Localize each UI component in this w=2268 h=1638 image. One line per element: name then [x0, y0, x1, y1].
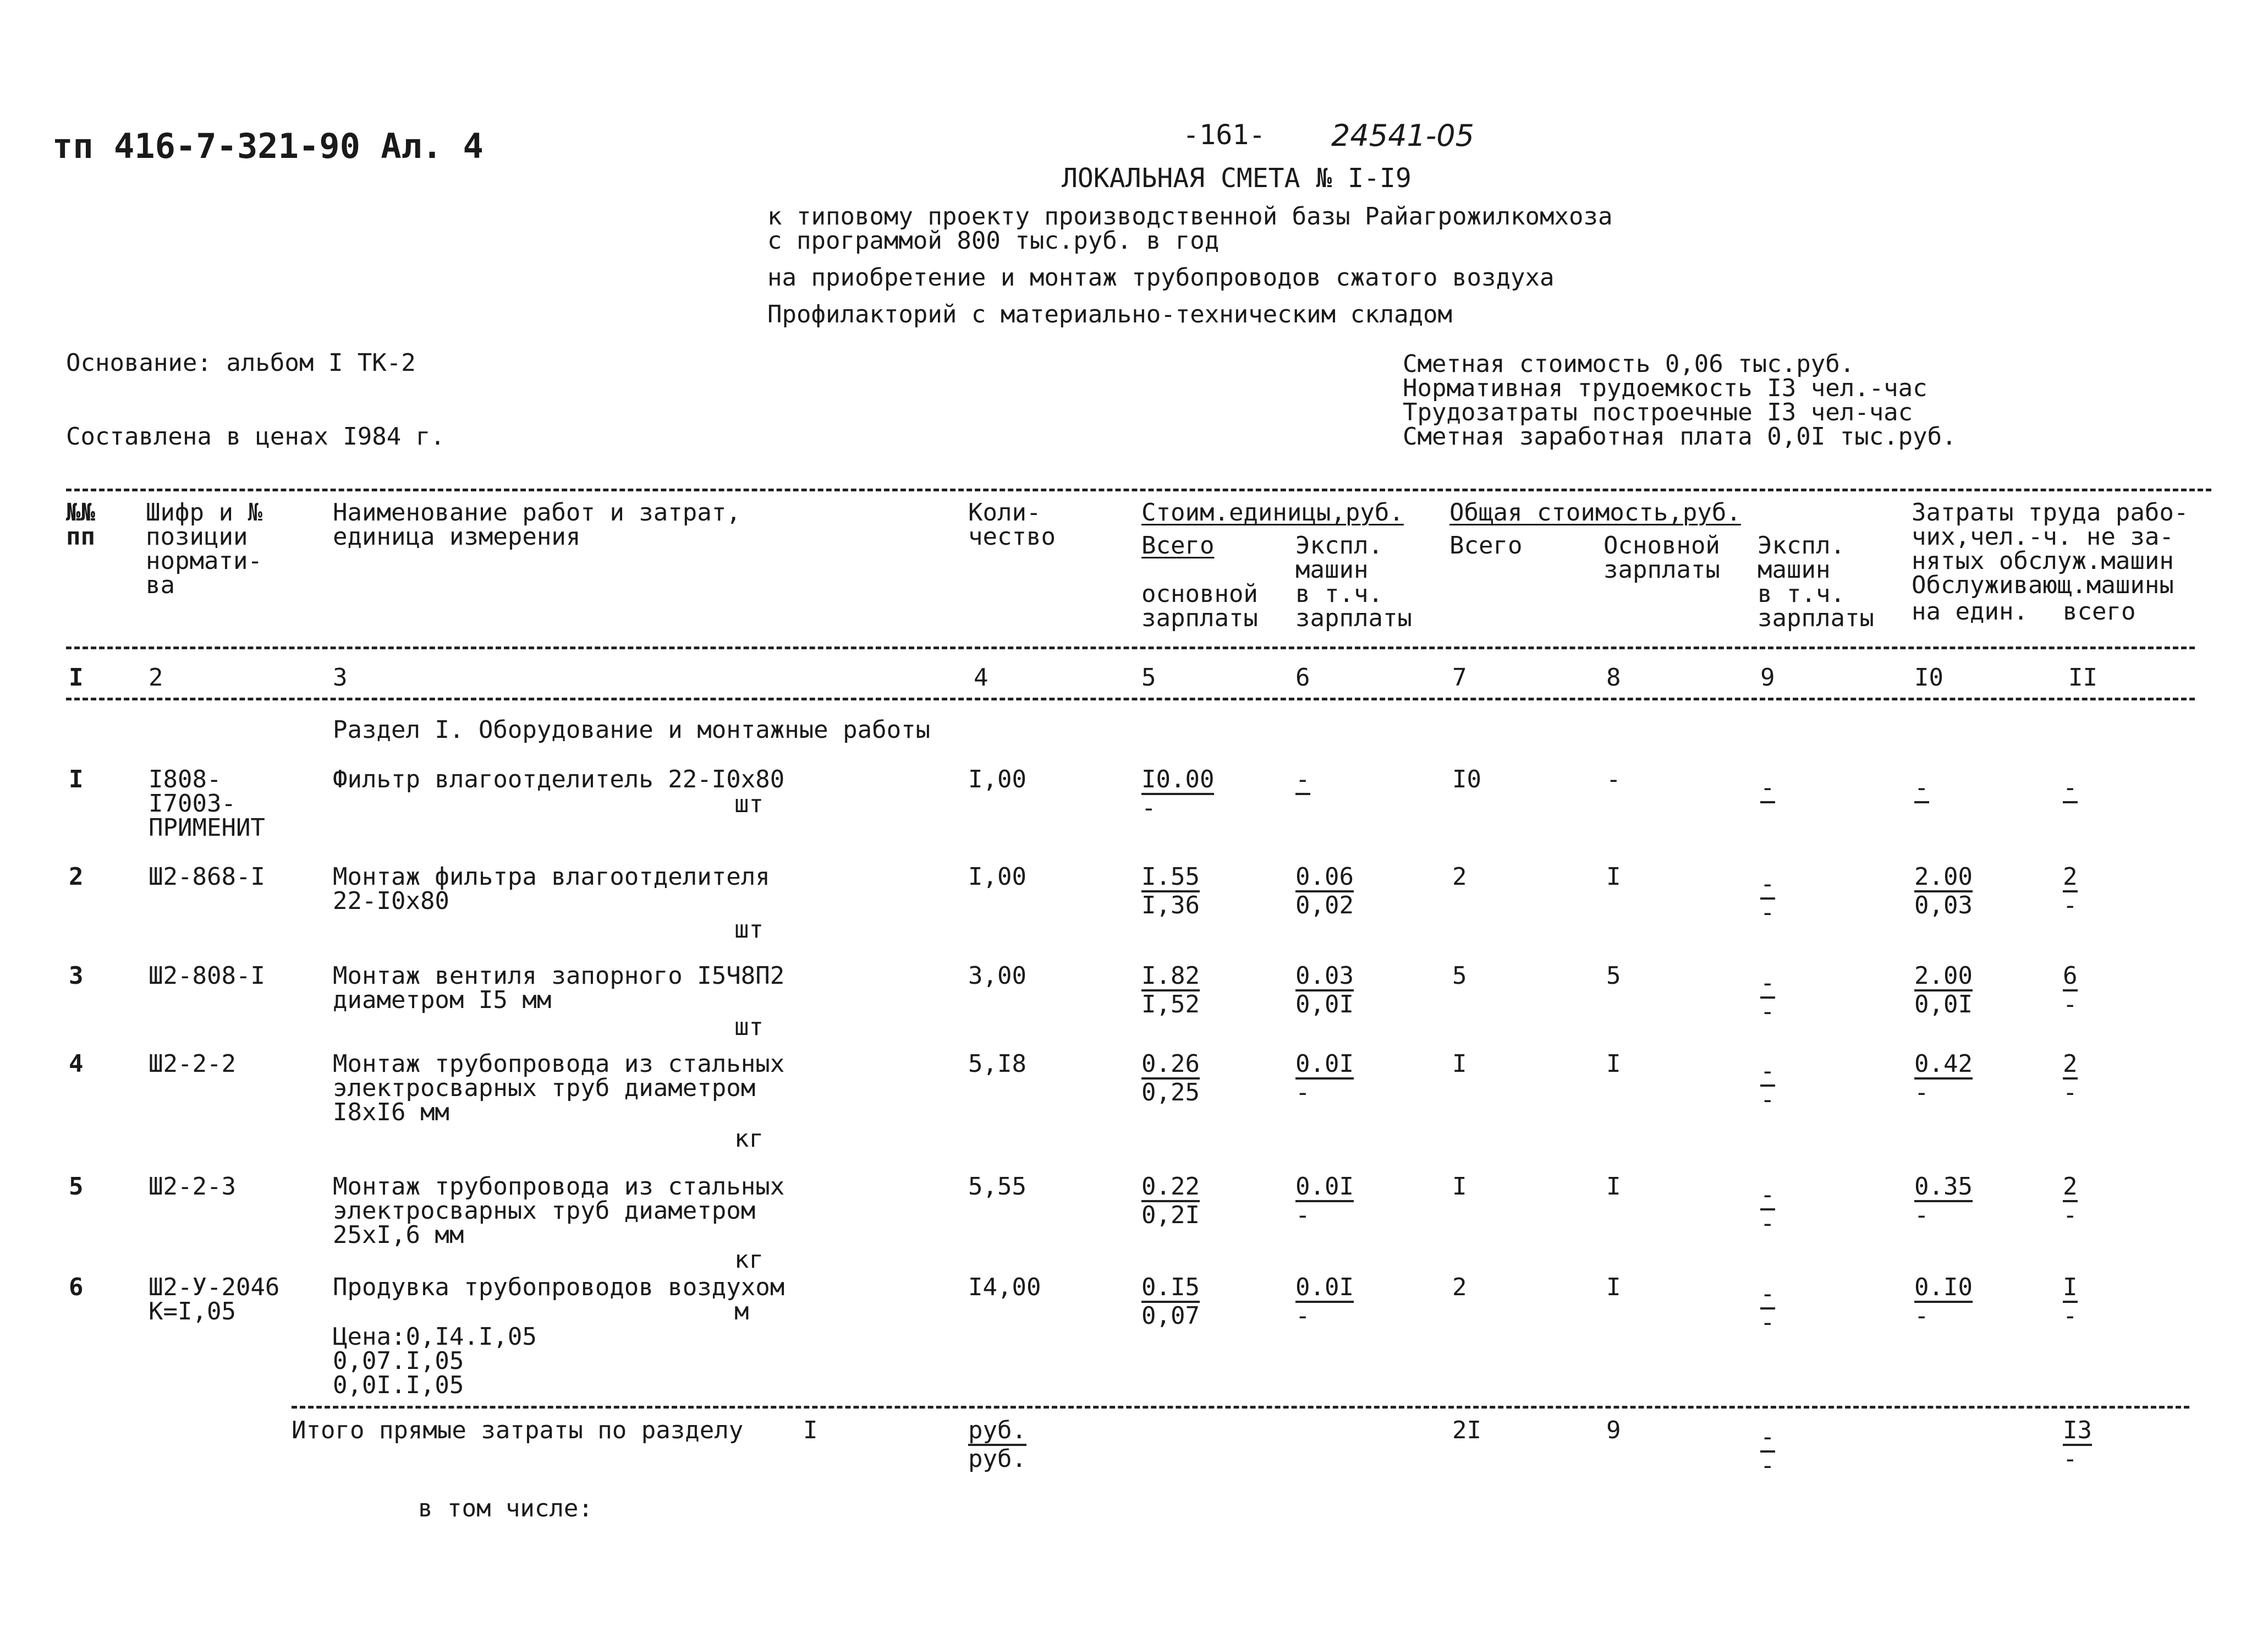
section-title: Раздел I. Оборудование и монтажные работы — [333, 716, 931, 744]
row-2-code: Ш2-868-I — [149, 863, 265, 891]
header-num: №№ пп — [66, 498, 95, 551]
row-3-machine-cost: $\frac{0.03}{0,0I}$ — [1295, 962, 1354, 1018]
row-4-unit-cost: $\frac{0.26}{0,25}$ — [1141, 1050, 1200, 1106]
row-6-machines-total: - - — [1760, 1280, 1775, 1336]
row-1-labor-total: - — [2063, 776, 2078, 804]
row-6-labor-unit: 0.I0 - — [1914, 1273, 1973, 1330]
total-machines: - - — [1760, 1423, 1775, 1480]
row-5-machine-cost: 0.0I - — [1295, 1173, 1354, 1229]
row-6-code: Ш2-У-2046 К=I,05 — [149, 1273, 280, 1325]
row-1-wages: - — [1606, 765, 1621, 793]
row-5-unit-cost: $\frac{0.22}{0,2I}$ — [1141, 1173, 1200, 1229]
colnum-5: 5 — [1141, 664, 1156, 692]
row-2-qty: I,00 — [968, 863, 1026, 891]
header-col9: Экспл. машин в т.ч. зарплаты — [1758, 532, 1874, 632]
subtitle-line-4: Профилакторий с материально-техническим складом — [767, 300, 1453, 328]
row-5-num: 5 — [69, 1173, 84, 1201]
header-labor-group: Затраты труда рабо- чих,чел.-ч. не за- нятых обслуж.машин Обслуживающ.машины — [1912, 498, 2189, 599]
header-qty: Коли- чество — [968, 498, 1056, 551]
row-6-machine-cost: 0.0I - — [1295, 1273, 1354, 1330]
row-6-unit-cost: $\frac{0.I5}{0,07}$ — [1141, 1273, 1200, 1330]
row-1-labor-unit: - — [1914, 776, 1929, 804]
row-1-name: Фильтр влагоотделитель 22-I0х80 — [333, 765, 785, 793]
estimate-title: ЛОКАЛЬНАЯ СМЕТА № I-I9 — [1062, 163, 1412, 194]
including-label: в том числе: — [418, 1494, 593, 1522]
row-4-num: 4 — [69, 1050, 84, 1078]
header-col11: всего — [2063, 598, 2136, 626]
row-2-unit: шт — [734, 916, 764, 944]
colnum-rule — [66, 698, 2195, 700]
row-5-name: Монтаж трубопровода из стальных электросварных труб диаметром 25хI,6 мм — [333, 1173, 785, 1249]
row-6-num: 6 — [69, 1273, 84, 1301]
colnum-2: 2 — [149, 664, 163, 692]
header-col8: Основной зарплаты — [1603, 532, 1720, 584]
row-3-total: 5 — [1452, 962, 1467, 990]
row-4-labor-total: 2 - — [2063, 1050, 2078, 1106]
colnum-11: II — [2068, 664, 2097, 692]
row-6-total: 2 — [1452, 1273, 1467, 1301]
header-bottom-rule — [66, 647, 2195, 649]
row-3-num: 3 — [69, 962, 84, 990]
header-total-cost-group: Общая стоимость,руб. — [1449, 498, 1741, 527]
row-6-labor-total: I - — [2063, 1273, 2078, 1330]
row-6-name: Продувка трубопроводов воздухом — [333, 1273, 785, 1301]
colnum-3: 3 — [333, 664, 348, 692]
header-col10: на един. — [1912, 598, 2028, 626]
row-3-code: Ш2-808-I — [149, 962, 265, 990]
handwritten-reference: 24541-05 — [1331, 118, 1474, 153]
page-number: -161- — [1183, 119, 1266, 151]
row-5-total: I — [1452, 1173, 1467, 1201]
row-2-machines-total: - - — [1760, 870, 1775, 927]
total-label: Итого прямые затраты по разделу — [292, 1416, 744, 1444]
summary-line-2: Нормативная трудоемкость I3 чел.-час — [1403, 374, 1927, 402]
row-4-total: I — [1452, 1050, 1467, 1078]
row-3-labor-total: 6 - — [2063, 962, 2078, 1018]
summary-line-3: Трудозатраты построечные I3 чел-час — [1403, 398, 1913, 426]
header-col6: Экспл. машин в т.ч. зарплаты — [1295, 532, 1412, 632]
header-col5-bottom: основной зарплаты — [1141, 580, 1258, 632]
row-2-name: Монтаж фильтра влагоотделителя 22-I0х80 — [333, 863, 770, 915]
header-col7: Всего — [1449, 532, 1523, 560]
row-3-unit-cost: $\frac{I.82}{I,52}$ — [1141, 962, 1200, 1018]
row-1-qty: I,00 — [968, 765, 1026, 793]
row-4-unit: кг — [734, 1125, 764, 1153]
row-5-unit: кг — [734, 1246, 764, 1274]
row-6-qty: I4,00 — [968, 1273, 1041, 1301]
row-1-machine-cost: - — [1295, 768, 1310, 796]
row-4-code: Ш2-2-2 — [149, 1050, 236, 1078]
basis-text: Основание: альбом I ТК-2 — [66, 349, 416, 377]
total-sum: 2I — [1452, 1416, 1481, 1444]
row-2-labor-total: 2 - — [2063, 863, 2078, 919]
total-labor: I3 - — [2063, 1416, 2092, 1473]
row-2-unit-cost: $\frac{I.55}{I,36}$ — [1141, 863, 1200, 919]
subtitle-line-1: к типовому проекту производственной базы Райагрожилкомхоза — [767, 202, 1613, 231]
row-1-num: I — [69, 765, 84, 793]
row-3-qty: 3,00 — [968, 962, 1026, 990]
summary-line-4: Сметная заработная плата 0,0I тыс.руб. — [1403, 423, 1957, 451]
row-2-machine-cost: $\frac{0.06}{0,02}$ — [1295, 863, 1354, 919]
total-unit: руб. руб. — [968, 1416, 1026, 1473]
row-2-wages: I — [1606, 863, 1621, 891]
row-5-machines-total: - - — [1760, 1181, 1775, 1237]
row-5-wages: I — [1606, 1173, 1621, 1201]
row-3-machines-total: - - — [1760, 969, 1775, 1026]
header-unit-cost-group: Стоим.единицы,руб. — [1141, 498, 1404, 527]
colnum-6: 6 — [1295, 664, 1310, 692]
row-5-code: Ш2-2-3 — [149, 1173, 236, 1201]
row-6-price-note: Цена:0,I4.I,05 0,07.I,05 0,0I.I,05 — [333, 1323, 537, 1399]
row-3-unit: шт — [734, 1013, 764, 1041]
total-top-rule — [292, 1406, 2189, 1409]
row-4-name: Монтаж трубопровода из стальных электросварных труб диаметром I8хI6 мм — [333, 1050, 785, 1126]
row-5-labor-total: 2 - — [2063, 1173, 2078, 1229]
row-1-unit-cost: I0.00 - — [1141, 765, 1215, 822]
row-1-total: I0 — [1452, 765, 1481, 793]
row-6-unit: м — [734, 1297, 749, 1325]
row-1-machines-total: - — [1760, 776, 1775, 804]
row-1-code: I808- I7003- ПРИМЕНИТ — [149, 765, 265, 842]
row-6-wages: I — [1606, 1273, 1621, 1301]
colnum-7: 7 — [1452, 664, 1467, 692]
row-5-qty: 5,55 — [968, 1173, 1026, 1201]
row-3-name: Монтаж вентиля запорного I5Ч8П2 диаметром I5 мм — [333, 962, 785, 1014]
colnum-9: 9 — [1760, 664, 1775, 692]
row-2-labor-unit: $\frac{2.00}{0,03}$ — [1914, 863, 1973, 919]
row-2-total: 2 — [1452, 863, 1467, 891]
row-4-wages: I — [1606, 1050, 1621, 1078]
row-1-unit: шт — [734, 790, 764, 818]
prices-year: Составлена в ценах I984 г. — [66, 423, 445, 451]
row-4-labor-unit: 0.42 - — [1914, 1050, 1973, 1106]
subtitle-line-3: на приобретение и монтаж трубопроводов сжатого воздуха — [767, 264, 1555, 292]
total-wages: 9 — [1606, 1416, 1621, 1444]
colnum-1: I — [69, 664, 84, 692]
row-4-qty: 5,I8 — [968, 1050, 1026, 1078]
colnum-10: I0 — [1914, 664, 1943, 692]
header-col5-top: Всего — [1141, 532, 1215, 560]
header-name: Наименование работ и затрат, единица измерения — [333, 498, 741, 551]
total-section: I — [803, 1416, 818, 1444]
row-4-machine-cost: 0.0I - — [1295, 1050, 1354, 1106]
colnum-4: 4 — [974, 664, 989, 692]
header-code: Шифр и № позиции нормати- ва — [146, 498, 262, 599]
row-2-num: 2 — [69, 863, 84, 891]
subtitle-line-2: с программой 800 тыс.руб. в год — [767, 227, 1220, 255]
summary-line-1: Сметная стоимость 0,06 тыс.руб. — [1403, 350, 1855, 378]
project-code: тп 416-7-321-90 Ал. 4 — [52, 126, 484, 166]
row-5-labor-unit: 0.35 - — [1914, 1173, 1973, 1229]
row-4-machines-total: - - — [1760, 1057, 1775, 1114]
row-3-wages: 5 — [1606, 962, 1621, 990]
row-3-labor-unit: $\frac{2.00}{0,0I}$ — [1914, 962, 1973, 1018]
colnum-8: 8 — [1606, 664, 1621, 692]
table-top-rule — [66, 489, 2211, 491]
